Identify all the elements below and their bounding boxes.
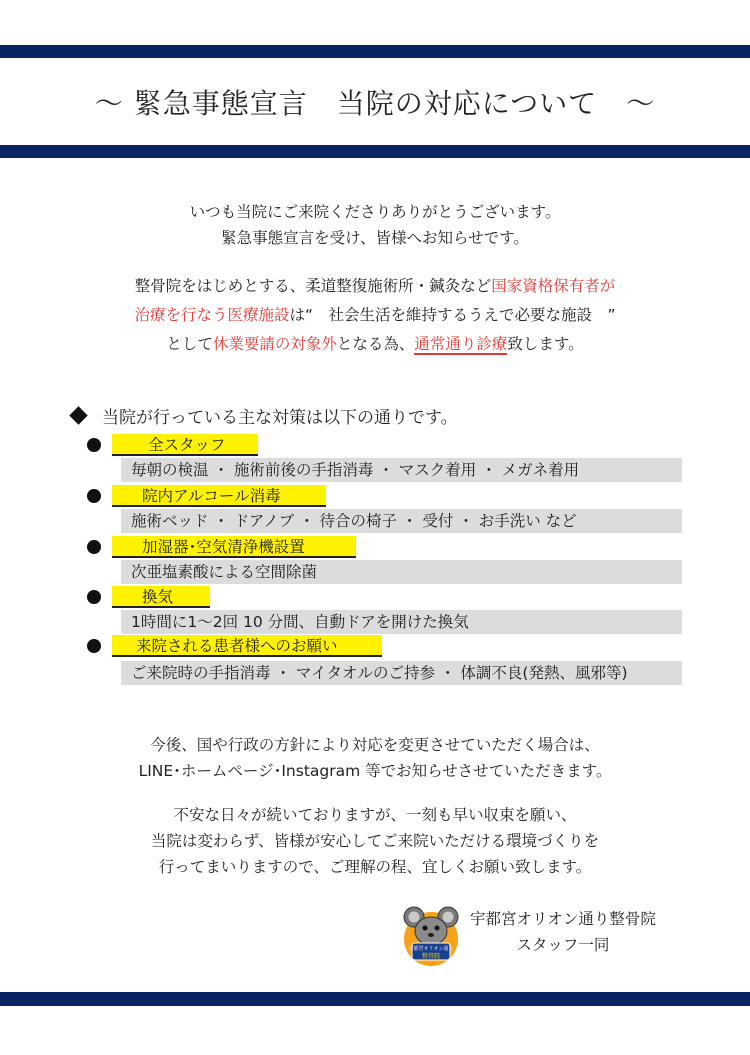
notice-text: として <box>166 335 213 353</box>
closing-line-1: 不安な日々が続いておりますが、一刻も早い収束を願い、 <box>173 806 577 824</box>
logo-text-top: 宇都宮オリオン通り <box>408 946 454 952</box>
measure-label: 全スタッフ <box>112 434 258 456</box>
notice-line-3 <box>0 330 750 359</box>
measure-detail: 1時間に1～2回 10 分間、自動ドアを開けた換気 <box>121 610 682 634</box>
footer-band <box>0 992 750 1006</box>
measure-detail: 毎朝の検温 ・ 施術前後の手指消毒 ・ マスク着用 ・ メガネ着用 <box>121 458 682 482</box>
staff-sign: スタッフ一同 <box>516 936 610 954</box>
intro-line-2: 緊急事態宣言を受け、皆様へお知らせです。 <box>221 229 529 247</box>
measure-label: 来院される患者様へのお願い <box>112 635 382 657</box>
future-line-2: LINE･ホームページ･Instagram 等でお知らせさせていただきます。 <box>138 762 612 780</box>
measure-detail: 次亜塩素酸による空間除菌 <box>121 560 682 584</box>
signature <box>470 906 656 958</box>
logo-text-bottom: 整骨院 <box>421 953 441 960</box>
notice-red-underlined-text: 通常通り診療 <box>414 335 508 353</box>
closing-line-2: 当院は変わらず、皆様が安心してご来院いただける環境づくりを <box>150 832 600 850</box>
measure-label: 加湿器･空気清浄機設置 <box>112 536 356 558</box>
notice-red-text: 国家資格保有者が <box>491 277 616 295</box>
measures-heading-text: 当院が行っている主な対策は以下の通りです。 <box>102 408 458 428</box>
bullet-icon <box>87 639 101 653</box>
header-band-bottom <box>0 145 750 158</box>
bullet-icon <box>87 540 101 554</box>
measure-label: 院内アルコール消毒 <box>112 485 326 507</box>
future-line-1: 今後、国や行政の方針により対応を変更させていただく場合は、 <box>150 736 600 754</box>
clinic-mascot-logo <box>398 905 464 967</box>
notice-red-text: 休業要請の対象外 <box>212 335 337 353</box>
closing-paragraph <box>0 802 750 880</box>
intro-paragraph <box>0 199 750 251</box>
measures-heading <box>70 403 458 428</box>
notice-text: は“ 社会生活を維持するうえで必要な施設 ” <box>289 306 616 324</box>
notice-text: となる為、 <box>336 335 415 353</box>
measure-label: 換気 <box>112 586 210 608</box>
notice-line-2 <box>0 301 750 330</box>
header-band-top <box>0 45 750 58</box>
bullet-icon <box>87 438 101 452</box>
measure-detail: ご来院時の手指消毒 ・ マイタオルのご持参 ・ 体調不良(発熱、風邪等) <box>121 661 682 685</box>
future-paragraph <box>0 732 750 784</box>
diamond-bullet-icon <box>69 406 87 424</box>
bullet-icon <box>87 590 101 604</box>
page-title: ～ 緊急事態宣言 当院の対応について ～ <box>94 87 656 120</box>
notice-text: 致します。 <box>507 335 584 353</box>
measure-detail: 施術ベッド ・ ドアノブ ・ 待合の椅子 ・ 受付 ・ お手洗い など <box>121 509 682 533</box>
intro-line-1: いつも当院にご来院くださりありがとうございます。 <box>189 203 561 221</box>
notice-paragraph <box>0 272 750 359</box>
notice-text: 整骨院をはじめとする、柔道整復施術所・鍼灸など <box>134 277 492 295</box>
notice-line-1 <box>0 272 750 301</box>
closing-line-3: 行ってまいりますので、ご理解の程、宜しくお願い致します。 <box>158 858 592 876</box>
bullet-icon <box>87 489 101 503</box>
notice-red-text: 治療を行なう医療施設 <box>134 306 290 324</box>
clinic-name: 宇都宮オリオン通り整骨院 <box>470 910 656 928</box>
